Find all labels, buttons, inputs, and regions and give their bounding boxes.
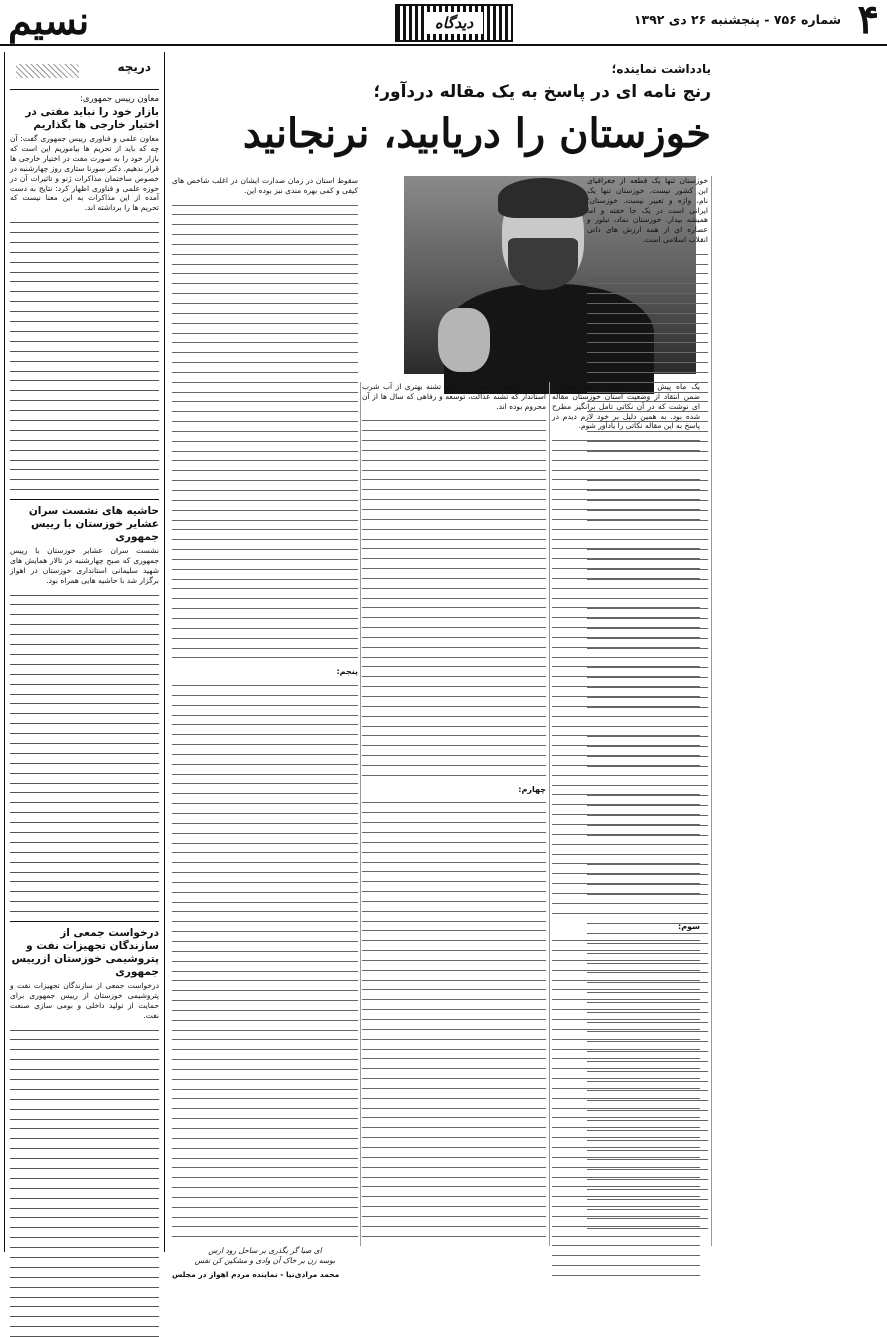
column-rule (360, 382, 361, 1246)
column-1-body-lines (552, 940, 700, 1276)
article-intro: خوزستان تنها یک قطعه از جغرافیای این کشور نیست. خوزستان تنها یک نام، واژه و تعبیر نیست. خوزستان؛ ایرانی است در یک جا خفته و اما همیشه بیدار. خوزستان نماد، تبلور و عصاره ای از همه ارزش های ذاتی انقلاب اسلامی است. (587, 176, 708, 245)
sidebar-news (4, 52, 165, 1252)
article-headline: خوزستان را دریابید، نرنجانید (243, 106, 711, 162)
page-number: ۴ (858, 0, 879, 40)
article-subtitle: رنج نامه ای در پاسخ به یک مقاله دردآور؛ (373, 82, 711, 102)
article-column-1 (552, 382, 700, 1246)
sidebar-item1-headline: بازار خود را نباید مفتی در اختیار خارجی ها بگذاریم (10, 106, 159, 132)
issue-line: شماره ۷۵۶ - پنجشنبه ۲۶ دی ۱۳۹۲ (634, 12, 841, 27)
author-signature: محمد مرادی‌نیا - نماینده مردم اهواز در مجلس (172, 1270, 358, 1280)
sidebar-item3-headline: درخواست جمعی از سازندگان تجهیزات نفت و پتروشیمی خوزستان ازرییس جمهوری (10, 927, 159, 979)
column-rule (549, 382, 550, 1246)
column-rule (711, 176, 712, 1246)
column-2-body-lines (362, 420, 546, 775)
sidebar-title: دریچه (118, 60, 152, 74)
column-2-body-lines (362, 802, 546, 1236)
sidebar-item3-lead: درخواست جمعی از سازندگان تجهیزات نفت و پتروشیمی خوزستان از رییس جمهوری برای حمایت از تولید داخلی و بومی سازی صنعت نفت. (10, 981, 159, 1021)
sidebar-item1-kicker: معاون رییس جمهوری: (10, 94, 159, 104)
photo-beard (508, 238, 578, 290)
column-3-body-lines (172, 205, 358, 659)
subheading-panjom: پنجم: (172, 667, 358, 676)
article-column-2 (362, 382, 546, 1246)
poem-line: بوسه زن بر خاک آن وادی و مشکین کن نفس (172, 1256, 358, 1266)
article-column-3 (172, 176, 358, 1246)
sidebar-item2-headline: حاشیه های نشست سران عشایر خوزستان با رییس جمهوری (10, 505, 159, 544)
sidebar-divider (10, 921, 159, 922)
article-kicker: یادداشت نماینده؛ (612, 62, 711, 76)
sidebar-item2-lead: نشست سران عشایر خوزستان با رییس جمهوری که صبح چهارشنبه در تالار همایش های شهید سلیمانی استانداری خوزستان در اهواز برگزار شد با حاشیه هایی همراه بود. (10, 546, 159, 586)
subheading-chaharom: چهارم: (362, 785, 546, 794)
sidebar-item3-body (10, 1030, 159, 1337)
sidebar-ornament (16, 64, 79, 78)
column-3-body-lines (172, 685, 358, 1237)
column-1-text: یک ماه پیش یکی از اعضای جبهه اصلاحات ضمن انتقاد از وضعیت استان خوزستان مقاله ای نوشت که در آن نکاتی تامل برانگیز مطرح شده بود. به همین دلیل بر خود لازم دیدم در پاسخ به این مقاله نکاتی را یادآور شوم. (552, 382, 700, 431)
sidebar-item1-lead: معاون علمی و فناوری رییس جمهوری گفت: آن چه که باید از تحریم ها بیاموزیم این است که بازار خود را به صورت مفت در اختیار خارجی ها قرار ندهیم. دکتر سورنا ستاری روز چهارشنبه در خصوص ساختمان مذاکرات ژنو و تاثیرات آن در حوزه علمی و فناوری اظهار کرد: نتایج به دست آمده از این مذاکرات به این معنا نیست که تحریم ها را برداشته اند. (10, 134, 159, 213)
poem-line: ای صبا گر بگذری بر ساحل رود ارس (172, 1246, 358, 1256)
sidebar-divider (10, 499, 159, 500)
photo-hair (498, 178, 588, 218)
column-2-text: مردم خوزستان تشنه اند نه تنها تشنه بهتری از آب شرب استاندار که تشنه عدالت، توسعه و رفاهی که سال ها از آن محروم بوده اند. (362, 382, 546, 412)
section-label (395, 4, 513, 42)
page-header (0, 0, 887, 46)
sidebar-item2-body (10, 595, 159, 913)
sidebar-item1-body (10, 222, 159, 490)
sidebar-header (10, 52, 159, 90)
newspaper-logo: نسیم (8, 0, 89, 43)
section-label-text: دیدگاه (425, 12, 483, 34)
photo-hand (438, 308, 490, 372)
column-1-body-lines (552, 440, 700, 914)
column-3-text: سقوط استان در زمان صدارت ایشان در اغلب شاخص های کیفی و کمی بهره مندی نیز بوده این. (172, 176, 358, 196)
subheading-sevvom: سوم: (552, 922, 700, 931)
